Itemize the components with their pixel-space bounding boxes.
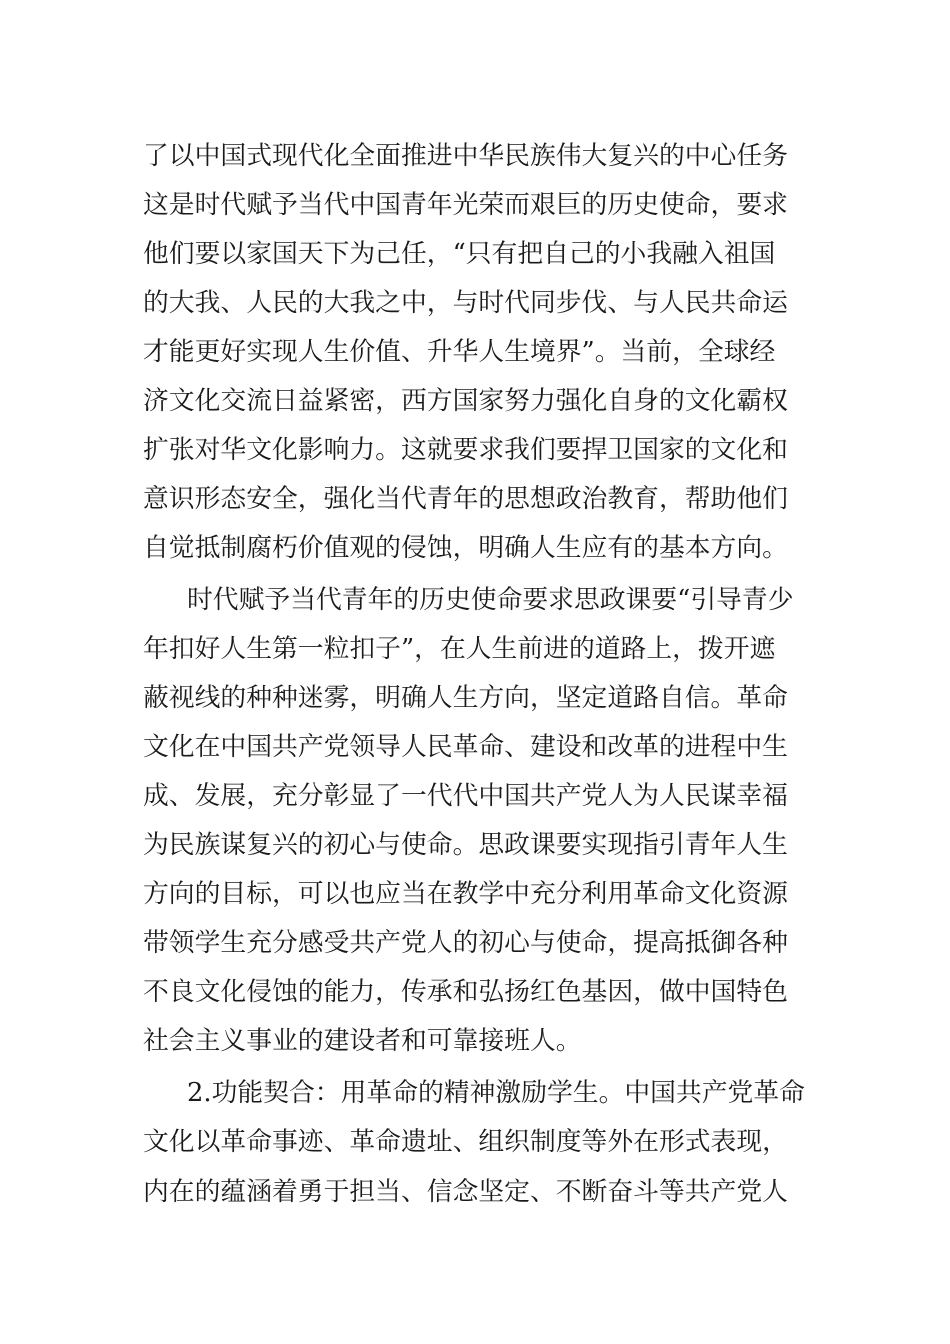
text-line: 的大我、人民的大我之中，与时代同步伐、与人民共命运 <box>143 288 788 318</box>
text-line: 年扣好人生第一粒扣子”，在人生前进的道路上，拨开遮 <box>143 634 776 664</box>
text-line: 方向的目标，可以也应当在教学中充分利用革命文化资源 <box>143 879 788 909</box>
text-line: 为民族谋复兴的初心与使命。思政课要实现指引青年人生 <box>143 830 788 860</box>
text-line: 了以中国式现代化全面推进中华民族伟大复兴的中心任务 <box>143 141 788 171</box>
text-line: 不良文化侵蚀的能力，传承和弘扬红色基因，做中国特色 <box>143 977 788 1007</box>
text-line: 内在的蕴涵着勇于担当、信念坚定、不断奋斗等共产党人 <box>143 1177 788 1207</box>
text-line: 文化以革命事迹、革命遗址、组织制度等外在形式表现， <box>143 1127 788 1157</box>
text-line: 这是时代赋予当代中国青年光荣而艰巨的历史使命，要求 <box>143 190 788 220</box>
paragraph-first-line: 2.功能契合：用革命的精神激励学生。中国共产党革命 <box>187 1078 805 1108</box>
paragraph-first-line: 时代赋予当代青年的历史使命要求思政课要“引导青少 <box>187 585 794 615</box>
text-line: 扩张对华文化影响力。这就要求我们要捍卫国家的文化和 <box>143 435 788 465</box>
text-line: 社会主义事业的建设者和可靠接班人。 <box>143 1026 582 1056</box>
text-line: 文化在中国共产党领导人民革命、建设和改革的进程中生 <box>143 732 788 762</box>
text-line: 济文化交流日益紧密，西方国家努力强化自身的文化霸权 <box>143 386 788 416</box>
text-line: 他们要以家国天下为己任，“只有把自己的小我融入祖国 <box>143 239 776 269</box>
text-line: 成、发展，充分彰显了一代代中国共产党人为人民谋幸福 <box>143 781 788 811</box>
text-line: 意识形态安全，强化当代青年的思想政治教育，帮助他们 <box>143 484 788 514</box>
text-line: 才能更好实现人生价值、升华人生境界”。当前，全球经 <box>143 337 776 367</box>
text-line: 自觉抵制腐朽价值观的侵蚀，明确人生应有的基本方向。 <box>143 533 788 563</box>
text-line: 带领学生充分感受共产党人的初心与使命，提高抵御各种 <box>143 928 788 958</box>
text-line: 蔽视线的种种迷雾，明确人生方向，坚定道路自信。革命 <box>143 683 788 713</box>
